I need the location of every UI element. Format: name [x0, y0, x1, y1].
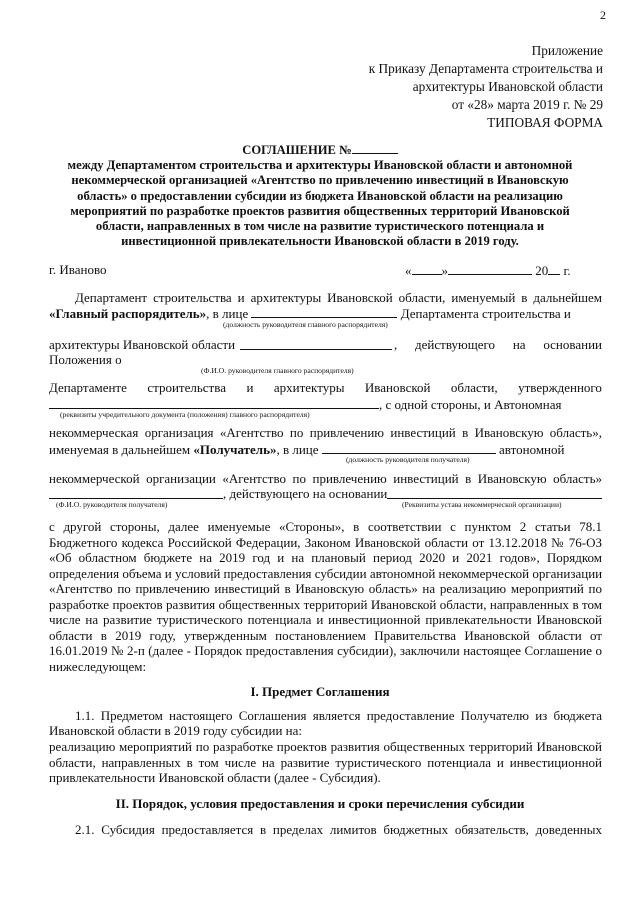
- field-caption: (Ф.И.О. руководителя получателя): [56, 500, 168, 509]
- parties-line: Положения о: [49, 352, 122, 367]
- field-caption: (должность руководителя главного распорядителя): [223, 320, 388, 329]
- parties-line: именуемая в дальнейшем «Получатель», в лице автономной: [49, 442, 565, 457]
- parties-line: Департаменте строительства и архитектуры Ивановской области, утвержденного: [49, 380, 602, 395]
- agreement-heading: СОГЛАШЕНИЕ №: [0, 142, 640, 159]
- city: г. Иваново: [49, 262, 107, 277]
- preamble-line: Бюджетного кодекса Российской Федерации, Законом Ивановской области от 13.12.2018 № 76-ОЗ: [49, 535, 602, 550]
- order-date: от «28» марта 2019 г. № 29: [451, 97, 603, 112]
- parties-line: , с одной стороны, и Автономная: [49, 396, 561, 413]
- preamble-line: области в 2019 году, утвержденным постановлением Правительства Ивановской области от: [49, 628, 602, 643]
- section-text-line: 1.1. Предметом настоящего Соглашения является предоставление Получателю из бюджета: [75, 708, 602, 723]
- section-text-line: 2.1. Субсидия предоставляется в пределах лимитов бюджетных обязательств, доведенных: [75, 822, 602, 837]
- section-text-line: области, направленных в том числе на развитие туристического потенциала и инвестиционной: [49, 755, 602, 770]
- section-title: I. Предмет Соглашения: [250, 684, 390, 699]
- order-reference-2: архитектуры Ивановской области: [412, 79, 603, 94]
- field-caption: (должность руководителя получателя): [346, 455, 470, 464]
- title-line: области, направленных в том числе на развитие туристического потенциала и: [95, 219, 545, 233]
- title-line: некоммерческой организацией «Агентство по привлечению инвестиций в Ивановскую: [71, 173, 569, 187]
- parties-line: «Главный распорядитель», в лице Департамента строительства и: [49, 306, 571, 321]
- appendix-label: Приложение: [531, 43, 603, 58]
- section-text-line: привлекательности Ивановской области (далее - Субсидия).: [49, 770, 381, 785]
- parties-line: архитектуры Ивановской области , действующего на основании: [49, 337, 602, 352]
- parties-line: Департамент строительства и архитектуры Ивановской области, именуемый в дальнейшем: [75, 290, 602, 305]
- field-caption: (Реквизиты устава некоммерческой организации): [402, 500, 562, 509]
- title-line: мероприятий по разработке проектов развития общественных территорий Ивановской: [70, 204, 570, 218]
- order-reference: к Приказу Департамента строительства и: [368, 61, 603, 76]
- template-label: ТИПОВАЯ ФОРМА: [487, 115, 603, 130]
- section-text-line: Ивановской области в 2019 году субсидии на:: [49, 723, 303, 738]
- title-line: между Департаментом строительства и архитектуры Ивановской области и автономной: [67, 158, 573, 172]
- field-caption: (реквизиты учредительного документа (положения) главного распорядителя): [60, 410, 310, 419]
- preamble-line: нижеследующем:: [49, 659, 147, 674]
- preamble-line: определения объема и условий предоставления субсидии автономной некоммерческой организации: [49, 566, 603, 581]
- preamble-line: «Агентство по привлечению инвестиций в Ивановскую область» на реализацию мероприятий по: [49, 581, 602, 596]
- page-number: 2: [600, 8, 606, 22]
- preamble-line: разработке проектов развития общественных территорий Ивановской области, направленных в том: [49, 597, 602, 612]
- section-text-line: реализацию мероприятий по разработке проектов развития общественных территорий Ивановской: [49, 739, 602, 754]
- title-line: инвестиционной привлекательности Ивановской области в 2019 году.: [121, 234, 519, 248]
- preamble-line: 16.01.2019 № 2-п (далее - Порядок предоставления субсидии), заключили настоящее Соглашение о: [49, 643, 602, 658]
- date-field: « » 20 г.: [405, 263, 571, 278]
- section-title: II. Порядок, условия предоставления и сроки перечисления субсидии: [115, 796, 525, 811]
- preamble-line: с другой стороны, далее именуемые «Стороны», в соответствии с пунктом 2 статьи 78.1: [49, 519, 602, 534]
- parties-line: некоммерческой организации «Агентство по привлечению инвестиций в Ивановскую область»: [49, 471, 602, 486]
- parties-line: некоммерческая организация «Агентство по привлечению инвестиций в Ивановскую область»,: [49, 425, 602, 440]
- field-caption: (Ф.И.О. руководителя главного распорядителя): [201, 366, 354, 375]
- preamble-line: числе на развитие туристического потенциала и инвестиционной привлекательности Ивановской: [49, 612, 602, 627]
- parties-line: , действующего на основании: [49, 486, 602, 502]
- preamble-line: «Об областном бюджете на 2019 год и на плановый период 2020 и 2021 годов», Порядком: [49, 550, 602, 565]
- agreement-number-blank: [352, 142, 398, 154]
- title-line: область» о предоставлении субсидии из бюджета Ивановской области на реализацию: [77, 189, 563, 203]
